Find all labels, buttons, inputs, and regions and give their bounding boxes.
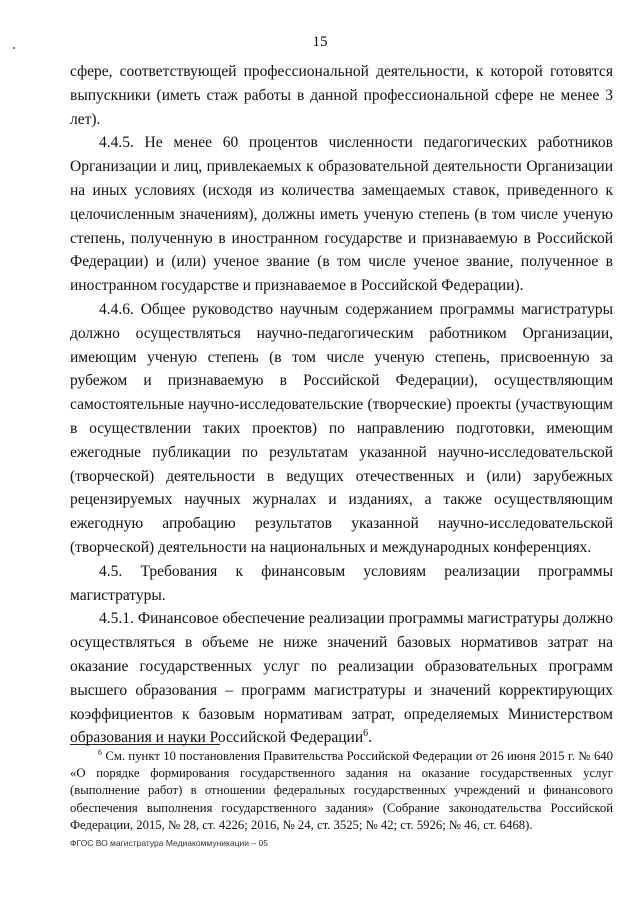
paragraph-4-5: 4.5. Требования к финансовым условиям реализации программы магистратуры. [70,562,613,604]
footnote [70,748,613,834]
footnote-reference[interactable]: 6 [363,728,369,740]
paragraph-4-5-1-tail: . [368,729,372,747]
footnote-marker: 6 [98,747,102,757]
footnote-text: См. пункт 10 постановления Правительства Российской Федерации от 26 июня 2015 г. № 640 «О порядке формирования государственного задания на оказание государственных услуг (выполнение работ) в отношении федеральных государственных учреждений и финансового обеспечения выполнения государственного задания» (Собрание законодательства Российской Федерации, 2015, № 28, ст. 4226; 2016, № 24, ст. 3525; № 42; ст. 5926; № 46, ст. 6468). [70,749,613,832]
paragraph-4-5-1-text: 4.5.1. Финансовое обеспечение реализации программы магистратуры должно осуществляться в объеме не ниже значений базовых нормативов затрат на оказание государственных услуг по реализации образовательных программ высшего образования – программ магистратуры и значений корректирующих коэффициентов к базовым нормативам затрат, определяемых Министерством образования и науки Российской Федерации [70,610,613,747]
page-footer: ФГОС ВО магистратура Медиакоммуникации – 05 [70,838,268,848]
paragraph-4-4-6: 4.4.6. Общее руководство научным содержанием программы магистратуры должно осуществляться научно-педагогическим работником Организации, имеющим ученую степень (в том числе ученую степень, присвоенную за рубежом и признаваемую в Российской Федерации), осуществляющим самостоятельные научно-исследовательские (творческие) проекты (участвующим в осуществлении таких проектов) по направлению подготовки, имеющим ежегодные публикации по результатам указанной научно-исследовательской (творческой) деятельности в ведущих отечественных и (или) зарубежных рецензируемых научных журналах и изданиях, а также осуществляющим ежегодную апробацию результатов указанной научно-исследовательской (творческой) деятельности на национальных и международных конференциях. [70,300,613,556]
body-text [70,60,613,750]
paragraph-4-5-1 [70,607,613,750]
footnote-divider [70,744,220,745]
page-number: 15 [312,34,328,50]
paragraph-4-4-5: 4.4.5. Не менее 60 процентов численности педагогических работников Организации и лиц, привлекаемых к образовательной деятельности Организации на иных условиях (исходя из количества замещаемых ставок, приведенного к целочисленным значениям), должны иметь ученую степень (в том числе ученую степень, полученную в иностранном государстве и признаваемую в Российской Федерации) и (или) ученое звание (в том числе ученое звание, полученное в иностранном государстве и признаваемое в Российской Федерации). [70,134,613,295]
paragraph-continuation: сфере, соответствующей профессиональной деятельности, к которой готовятся выпускники (иметь стаж работы в данной профессиональной сфере не менее 3 лет). [70,63,613,128]
